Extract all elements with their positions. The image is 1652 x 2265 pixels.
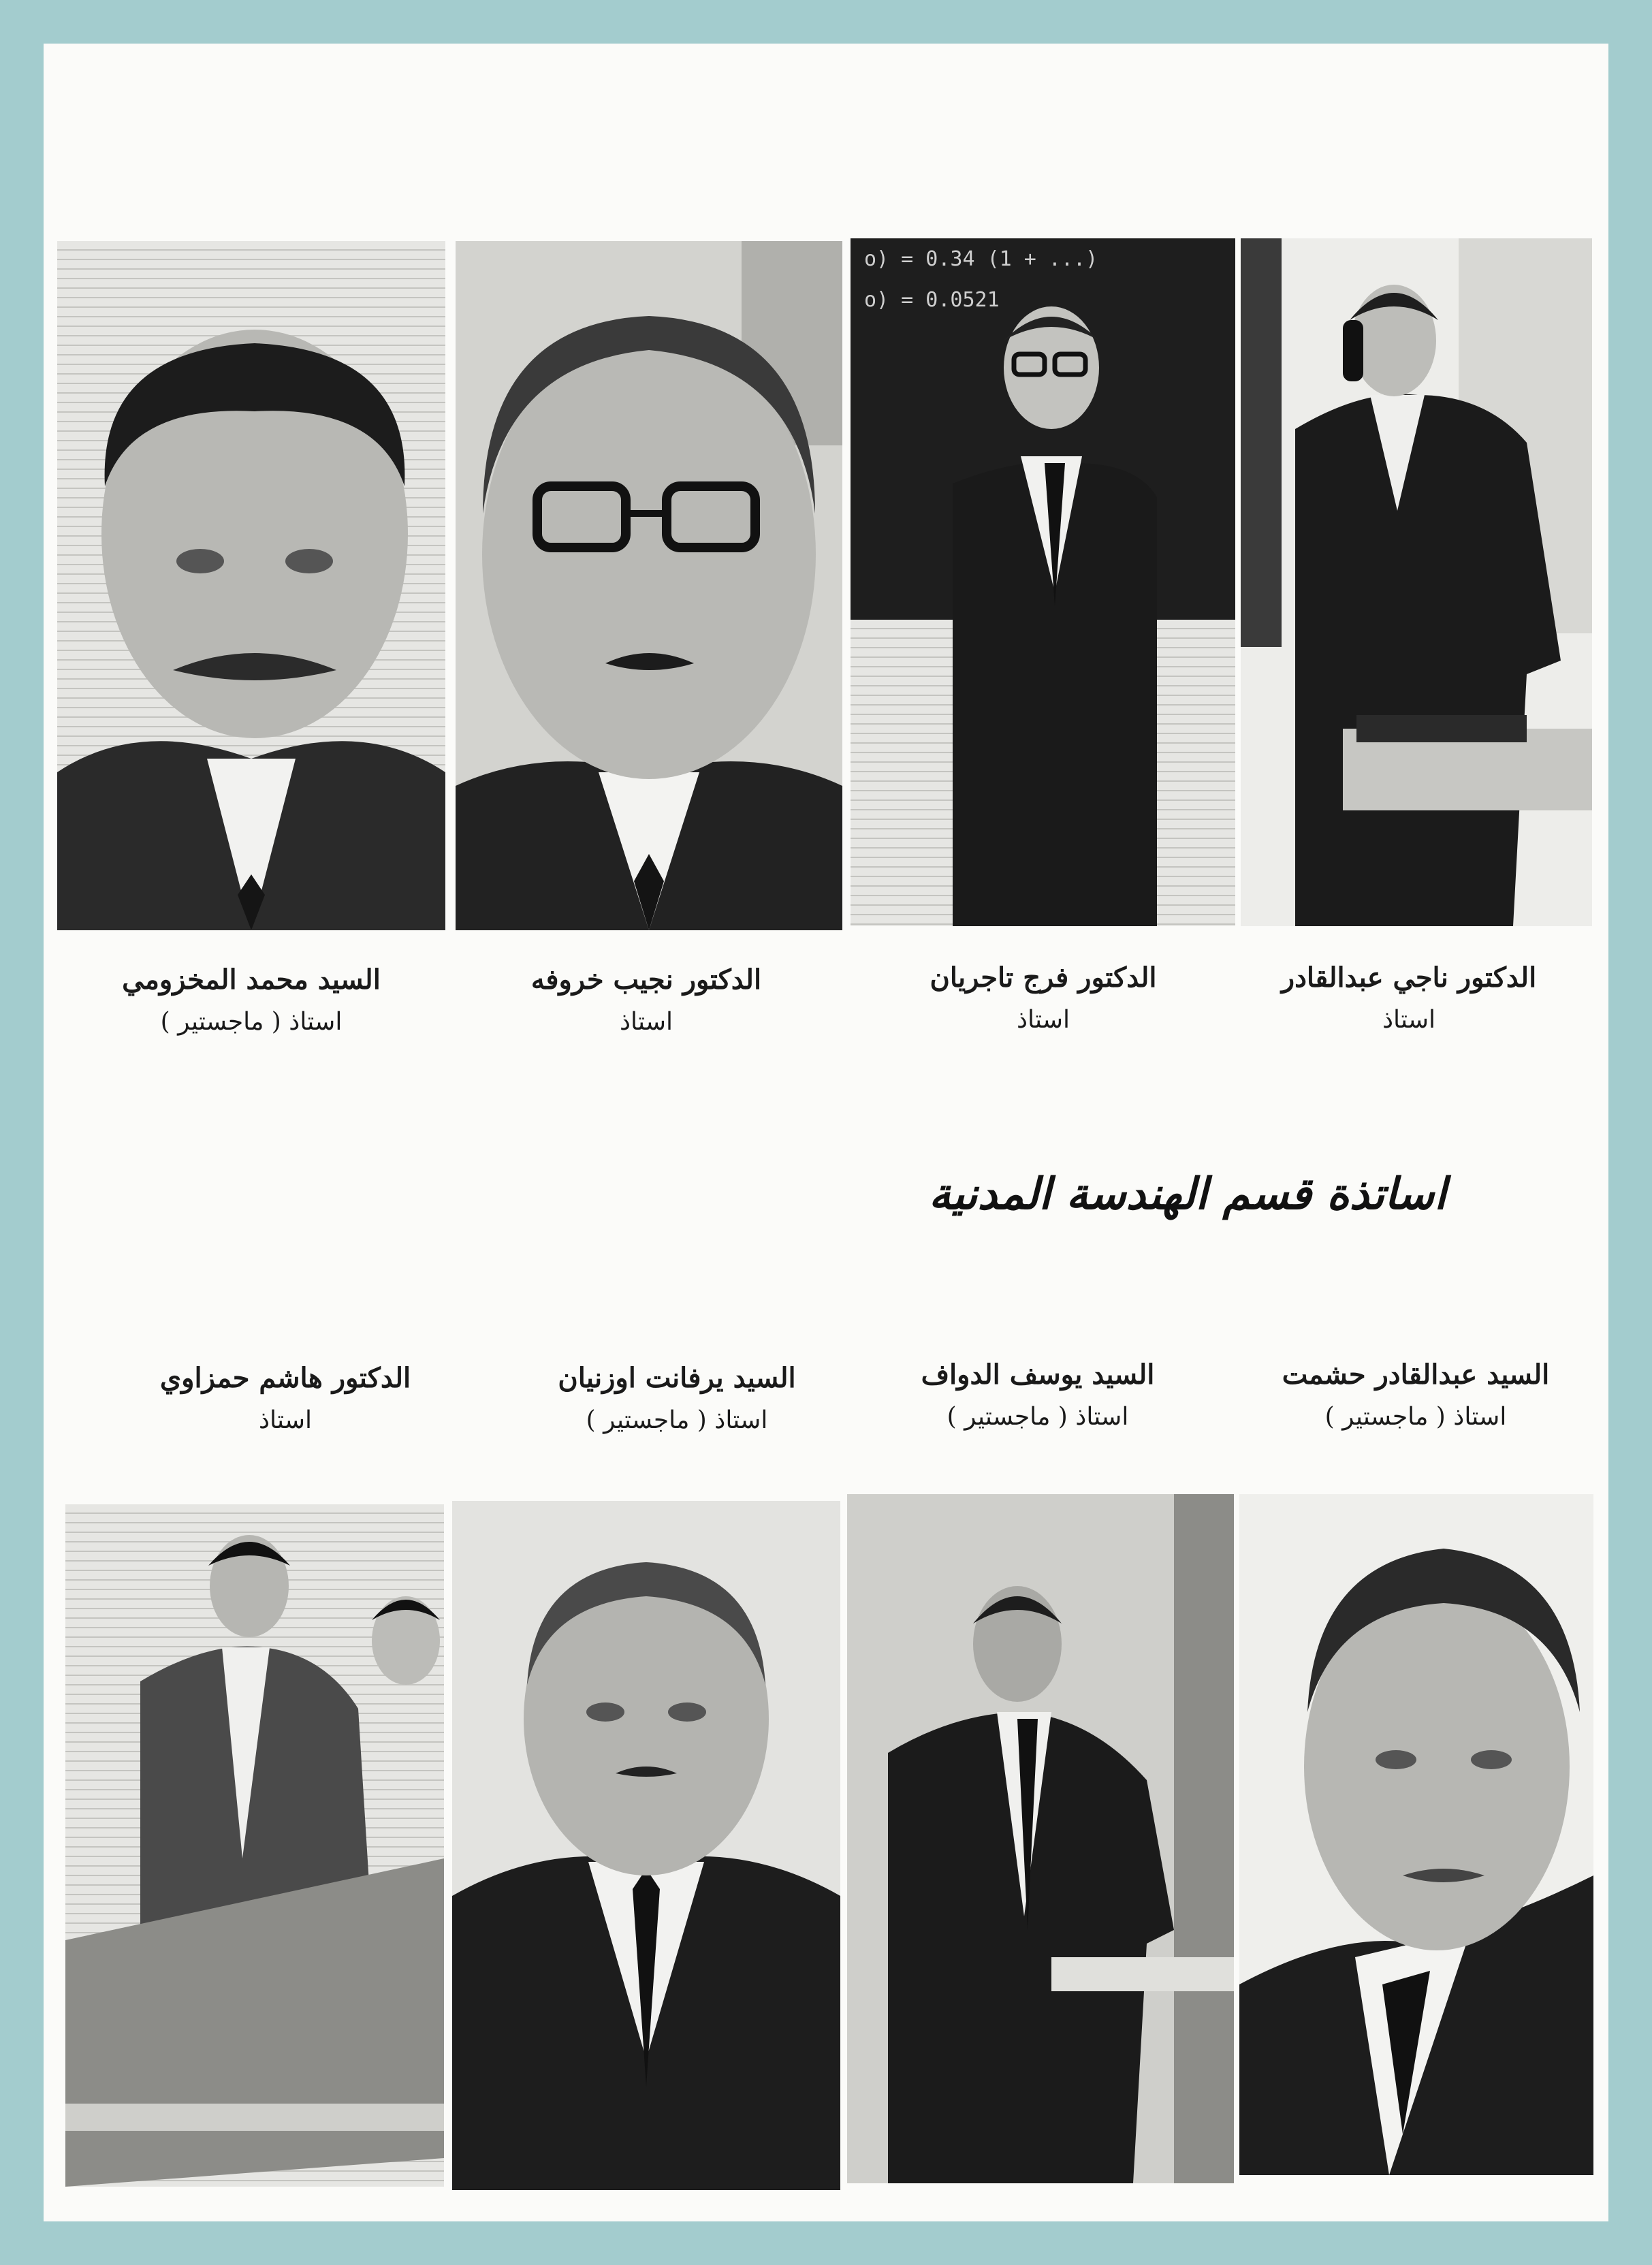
person-name: الدكتور فرج تاجريان	[930, 962, 1157, 994]
person-name: السيد محمد المخزومي	[122, 964, 381, 996]
person-rank: استاذ	[1016, 1006, 1070, 1034]
person-rank: استاذ ( ماجستير )	[586, 1406, 768, 1434]
person-rank: استاذ ( ماجستير )	[1324, 1403, 1507, 1431]
person-rank: استاذ	[258, 1406, 313, 1434]
caption-top-1	[88, 960, 415, 1044]
portrait-photo-3	[851, 238, 1235, 926]
caption-bottom-2	[513, 1358, 840, 1442]
portrait-photo-7	[847, 1494, 1234, 2183]
person-name: الدكتور هاشم حمزاوي	[159, 1362, 411, 1394]
caption-top-3	[880, 957, 1207, 1042]
person-name: السيد يوسف الدواف	[921, 1359, 1155, 1391]
person-name: السيد يرفانت اوزنيان	[558, 1362, 796, 1394]
portrait-photo-4	[1241, 238, 1592, 926]
yearbook-page	[44, 44, 1608, 2221]
person-rank: استاذ ( ماجستير )	[947, 1403, 1129, 1431]
svg-text:o) = 0.0521: o) = 0.0521	[864, 288, 1000, 312]
person-name: الدكتور ناجي عبدالقادر	[1281, 962, 1537, 994]
caption-bottom-1	[122, 1358, 449, 1442]
person-rank: استاذ	[619, 1008, 673, 1036]
person-rank: استاذ	[1382, 1006, 1436, 1034]
caption-bottom-4	[1252, 1355, 1579, 1439]
portrait-photo-1	[57, 241, 445, 930]
portrait-photo-5	[65, 1504, 444, 2187]
person-name: السيد عبدالقادر حشمت	[1282, 1359, 1550, 1391]
portrait-photo-6	[452, 1501, 840, 2190]
section-heading: اساتذة قسم الهندسة المدنية	[929, 1169, 1446, 1220]
caption-top-4	[1245, 957, 1572, 1042]
caption-bottom-3	[874, 1355, 1201, 1439]
portrait-photo-2	[456, 241, 842, 930]
person-name: الدكتور نجيب خروفه	[530, 964, 762, 996]
person-rank: استاذ ( ماجستير )	[160, 1008, 343, 1036]
portrait-photo-8	[1239, 1494, 1593, 2175]
caption-top-2	[483, 960, 810, 1044]
svg-text:o) = 0.34 (1 + ...): o) = 0.34 (1 + ...)	[864, 247, 1098, 271]
